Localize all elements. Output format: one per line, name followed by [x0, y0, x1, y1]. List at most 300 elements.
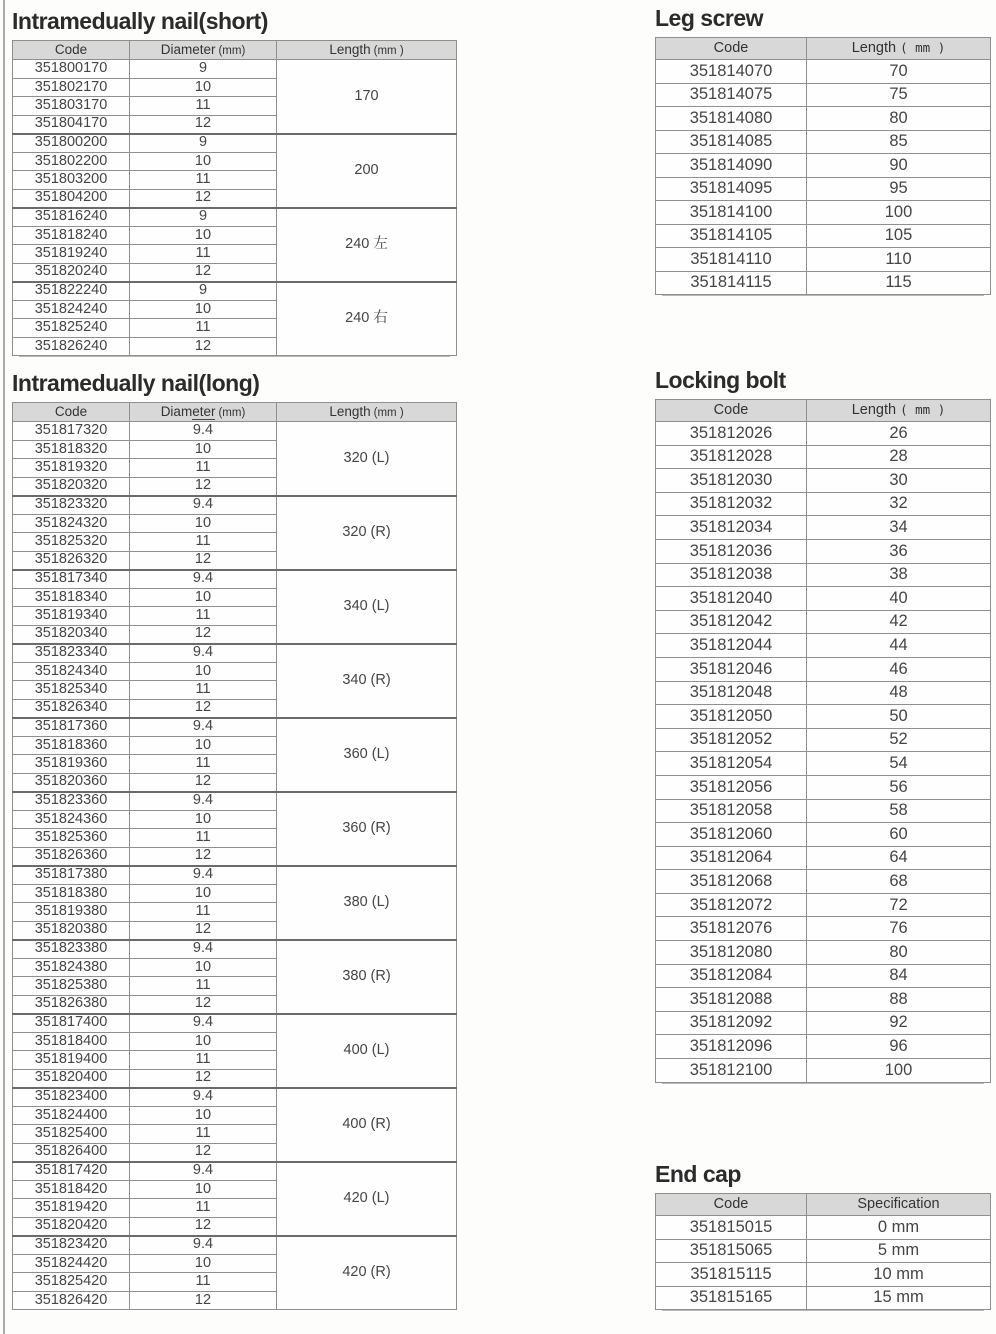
- diameter-cell: 9.4: [130, 718, 277, 737]
- column-header: [13, 41, 130, 60]
- code-cell: 351812100: [656, 1059, 807, 1083]
- header-unit: ( mm ): [900, 401, 946, 417]
- code-cell: 351812060: [656, 823, 807, 847]
- value-cell: 32: [807, 492, 991, 516]
- diameter-cell: 10: [130, 152, 277, 171]
- diameter-cell: 12: [130, 263, 277, 282]
- code-cell: 351812040: [656, 587, 807, 611]
- code-cell: 351826240: [13, 337, 130, 356]
- value-cell: 84: [807, 964, 991, 988]
- diameter-cell: 11: [130, 1199, 277, 1218]
- table-row: [656, 705, 991, 729]
- code-cell: 351800200: [13, 134, 130, 153]
- header-row: [13, 41, 457, 60]
- diameter-cell: 12: [130, 921, 277, 940]
- header-label: Length: [851, 401, 897, 418]
- diameter-cell: 11: [130, 245, 277, 264]
- diameter-cell: 12: [130, 1069, 277, 1088]
- header-label: Diameter: [160, 41, 216, 57]
- column-header: [277, 41, 457, 60]
- nail-long-title: Intramedually nail(long): [12, 370, 260, 396]
- value-cell: 110: [807, 248, 991, 272]
- section-locking-bolt: [655, 367, 991, 1083]
- value-cell: 0 mm: [807, 1216, 991, 1240]
- code-cell: 351814100: [656, 201, 807, 225]
- code-cell: 351825340: [13, 681, 130, 700]
- section-nail-short: [12, 8, 457, 356]
- code-cell: 351822240: [13, 282, 130, 301]
- code-cell: 351814085: [656, 130, 807, 154]
- length-cell: 340 (R): [277, 644, 457, 718]
- diameter-cell: 9.4: [130, 792, 277, 811]
- code-cell: 351823340: [13, 644, 130, 663]
- code-cell: 351816240: [13, 208, 130, 227]
- code-cell: 351814080: [656, 107, 807, 131]
- diameter-cell: 9.4: [130, 940, 277, 959]
- value-cell: 58: [807, 799, 991, 823]
- table-row: [656, 681, 991, 705]
- code-cell: 351812054: [656, 752, 807, 776]
- diameter-cell: 12: [130, 337, 277, 356]
- code-cell: 351818320: [13, 440, 130, 459]
- header-row: [656, 38, 991, 60]
- code-cell: 351820420: [13, 1217, 130, 1236]
- code-cell: 351823360: [13, 792, 130, 811]
- code-cell: 351817420: [13, 1162, 130, 1181]
- table-row: [656, 271, 991, 295]
- table-row: [656, 610, 991, 634]
- diameter-cell: 9.4: [130, 644, 277, 663]
- code-cell: 351812068: [656, 870, 807, 894]
- code-cell: 351820240: [13, 263, 130, 282]
- column-header: [13, 403, 130, 422]
- header-label: Code: [713, 1195, 749, 1212]
- table-row: [13, 1088, 457, 1107]
- code-cell: 351818400: [13, 1032, 130, 1051]
- code-cell: 351803170: [13, 97, 130, 116]
- code-cell: 351814110: [656, 248, 807, 272]
- code-cell: 351815015: [656, 1216, 807, 1240]
- code-cell: 351812088: [656, 988, 807, 1012]
- table-row: [656, 1011, 991, 1035]
- table-row: [656, 752, 991, 776]
- code-cell: 351818380: [13, 884, 130, 903]
- table-row: [656, 107, 991, 131]
- nail-long-table: [12, 402, 457, 1310]
- diameter-cell: 9.4: [130, 1088, 277, 1107]
- diameter-cell: 9.4: [130, 866, 277, 885]
- code-cell: 351812036: [656, 539, 807, 563]
- diameter-cell: 11: [130, 755, 277, 774]
- code-cell: 351824400: [13, 1106, 130, 1125]
- diameter-cell: 10: [130, 1032, 277, 1051]
- code-cell: 351812092: [656, 1011, 807, 1035]
- table-row: [13, 1014, 457, 1033]
- header-unit: (mm ): [373, 44, 404, 57]
- table-row: [656, 1035, 991, 1059]
- diameter-cell: 11: [130, 681, 277, 700]
- code-cell: 351819320: [13, 459, 130, 478]
- code-cell: 351817360: [13, 718, 130, 737]
- diameter-cell: 9.4: [130, 1162, 277, 1181]
- diameter-cell: 10: [130, 958, 277, 977]
- code-cell: 351812030: [656, 469, 807, 493]
- code-cell: 351812042: [656, 610, 807, 634]
- table-row: [656, 469, 991, 493]
- table-row: [656, 516, 991, 540]
- code-cell: 351826420: [13, 1291, 130, 1310]
- value-cell: 50: [807, 705, 991, 729]
- table-row: [13, 208, 457, 227]
- table-row: [656, 893, 991, 917]
- value-cell: 105: [807, 224, 991, 248]
- end-cap-title: End cap: [655, 1161, 741, 1187]
- code-cell: 351818240: [13, 226, 130, 245]
- code-cell: 351825360: [13, 829, 130, 848]
- diameter-cell: 12: [130, 847, 277, 866]
- section-leg-screw: [655, 5, 991, 295]
- table-row: [13, 644, 457, 663]
- table-row: [656, 657, 991, 681]
- table-row: [13, 60, 457, 79]
- value-cell: 68: [807, 870, 991, 894]
- length-cell: 380 (L): [277, 866, 457, 940]
- code-cell: 351823420: [13, 1236, 130, 1255]
- table-row: [656, 941, 991, 965]
- diameter-cell: 11: [130, 1051, 277, 1070]
- table-row: [13, 570, 457, 589]
- code-cell: 351826320: [13, 551, 130, 570]
- code-cell: 351819360: [13, 755, 130, 774]
- code-cell: 351823320: [13, 496, 130, 515]
- table-row: [656, 154, 991, 178]
- code-cell: 351812064: [656, 846, 807, 870]
- header-row: [656, 1194, 991, 1216]
- length-cell: 240 右: [277, 282, 457, 356]
- leg-screw-title: Leg screw: [655, 5, 763, 31]
- value-cell: 26: [807, 422, 991, 446]
- code-cell: 351803200: [13, 171, 130, 190]
- table-row: [13, 792, 457, 811]
- header-unit: (mm): [218, 44, 246, 57]
- code-cell: 351812046: [656, 657, 807, 681]
- value-cell: 42: [807, 610, 991, 634]
- code-cell: 351820400: [13, 1069, 130, 1088]
- table-row: [656, 1216, 991, 1240]
- value-cell: 38: [807, 563, 991, 587]
- diameter-cell: 12: [130, 773, 277, 792]
- table-row: [656, 83, 991, 107]
- code-cell: 351814075: [656, 83, 807, 107]
- code-cell: 351812028: [656, 445, 807, 469]
- code-cell: 351823380: [13, 940, 130, 959]
- value-cell: 100: [807, 1059, 991, 1083]
- diameter-cell: 11: [130, 459, 277, 478]
- diameter-cell: 9.4: [130, 1236, 277, 1255]
- value-cell: 90: [807, 154, 991, 178]
- length-cell: 400 (R): [277, 1088, 457, 1162]
- value-cell: 44: [807, 634, 991, 658]
- table-row: [13, 866, 457, 885]
- diameter-cell: 10: [130, 514, 277, 533]
- column-header: [130, 41, 277, 60]
- header-label: Code: [54, 403, 88, 419]
- table-row: [656, 201, 991, 225]
- code-cell: 351818360: [13, 736, 130, 755]
- diameter-cell: 11: [130, 829, 277, 848]
- column-header: [656, 1194, 807, 1216]
- table-row: [656, 248, 991, 272]
- code-cell: 351817340: [13, 570, 130, 589]
- diameter-cell: 10: [130, 662, 277, 681]
- header-unit: ( mm ): [900, 39, 946, 55]
- value-cell: 80: [807, 107, 991, 131]
- diameter-cell: 9.4: [130, 570, 277, 589]
- length-cell: 360 (R): [277, 792, 457, 866]
- diameter-cell: 12: [130, 1143, 277, 1162]
- diameter-cell: 10: [130, 440, 277, 459]
- length-cell: 240 左: [277, 208, 457, 282]
- table-row: [656, 177, 991, 201]
- code-cell: 351812076: [656, 917, 807, 941]
- table-row: [656, 224, 991, 248]
- code-cell: 351818420: [13, 1180, 130, 1199]
- diameter-cell: 11: [130, 1273, 277, 1292]
- code-cell: 351815115: [656, 1263, 807, 1287]
- table-row: [656, 988, 991, 1012]
- header-label: Diam: [160, 403, 193, 419]
- code-cell: 351815065: [656, 1239, 807, 1263]
- value-cell: 15 mm: [807, 1286, 991, 1310]
- header-row: [13, 403, 457, 422]
- diameter-cell: 9.4: [130, 1014, 277, 1033]
- value-cell: 92: [807, 1011, 991, 1035]
- code-cell: 351825380: [13, 977, 130, 996]
- diameter-cell: 11: [130, 1125, 277, 1144]
- header-label: Code: [713, 401, 749, 418]
- table-row: [656, 634, 991, 658]
- value-cell: 95: [807, 177, 991, 201]
- value-cell: 34: [807, 516, 991, 540]
- length-cell: 420 (L): [277, 1162, 457, 1236]
- length-cell: 320 (R): [277, 496, 457, 570]
- table-row: [13, 1236, 457, 1255]
- code-cell: 351826380: [13, 995, 130, 1014]
- code-cell: 351812052: [656, 728, 807, 752]
- code-cell: 351812050: [656, 705, 807, 729]
- diameter-cell: 9: [130, 208, 277, 227]
- code-cell: 351802200: [13, 152, 130, 171]
- value-cell: 40: [807, 587, 991, 611]
- code-cell: 351812080: [656, 941, 807, 965]
- code-cell: 351823400: [13, 1088, 130, 1107]
- code-cell: 351800170: [13, 60, 130, 79]
- diameter-cell: 11: [130, 533, 277, 552]
- length-cell: 420 (R): [277, 1236, 457, 1310]
- table-row: [656, 1239, 991, 1263]
- header-label: Code: [54, 41, 88, 57]
- code-cell: 351825420: [13, 1273, 130, 1292]
- value-cell: 115: [807, 271, 991, 295]
- code-cell: 351819340: [13, 607, 130, 626]
- header-label: Length: [329, 403, 371, 419]
- code-cell: 351824380: [13, 958, 130, 977]
- header-label: Specification: [857, 1195, 940, 1212]
- value-cell: 54: [807, 752, 991, 776]
- header-label: Code: [713, 39, 749, 56]
- header-unit: (mm): [218, 406, 246, 419]
- code-cell: 351812044: [656, 634, 807, 658]
- table-row: [656, 728, 991, 752]
- code-cell: 351814070: [656, 60, 807, 84]
- code-cell: 351802170: [13, 78, 130, 97]
- value-cell: 96: [807, 1035, 991, 1059]
- diameter-cell: 11: [130, 97, 277, 116]
- diameter-cell: 12: [130, 625, 277, 644]
- code-cell: 351826360: [13, 847, 130, 866]
- code-cell: 351812084: [656, 964, 807, 988]
- header-label: Length: [329, 41, 371, 57]
- value-cell: 76: [807, 917, 991, 941]
- column-header: [277, 403, 457, 422]
- diameter-cell: 11: [130, 977, 277, 996]
- code-cell: 351812056: [656, 775, 807, 799]
- diameter-cell: 12: [130, 1217, 277, 1236]
- table-row: [656, 799, 991, 823]
- column-header: [807, 38, 991, 60]
- diameter-cell: 11: [130, 607, 277, 626]
- code-cell: 351819240: [13, 245, 130, 264]
- column-header: [807, 400, 991, 422]
- value-cell: 85: [807, 130, 991, 154]
- diameter-cell: 10: [130, 810, 277, 829]
- table-row: [13, 940, 457, 959]
- code-cell: 351815165: [656, 1286, 807, 1310]
- table-row: [13, 134, 457, 153]
- locking-bolt-table: [655, 399, 991, 1083]
- diameter-cell: 12: [130, 115, 277, 134]
- scan-edge-line: [3, 0, 5, 1334]
- value-cell: 100: [807, 201, 991, 225]
- code-cell: 351812038: [656, 563, 807, 587]
- value-cell: 72: [807, 893, 991, 917]
- value-cell: 10 mm: [807, 1263, 991, 1287]
- diameter-cell: 9: [130, 60, 277, 79]
- nail-short-table: [12, 40, 457, 356]
- table-row: [13, 496, 457, 515]
- table-row: [656, 587, 991, 611]
- header-unit: (mm ): [373, 406, 404, 419]
- value-cell: 60: [807, 823, 991, 847]
- table-row: [656, 130, 991, 154]
- code-cell: 351804200: [13, 189, 130, 208]
- diameter-cell: 9: [130, 134, 277, 153]
- value-cell: 64: [807, 846, 991, 870]
- code-cell: 351825320: [13, 533, 130, 552]
- end-cap-table: [655, 1193, 991, 1310]
- code-cell: 351820340: [13, 625, 130, 644]
- value-cell: 88: [807, 988, 991, 1012]
- table-row: [656, 775, 991, 799]
- code-cell: 351812034: [656, 516, 807, 540]
- table-row: [656, 60, 991, 84]
- value-cell: 80: [807, 941, 991, 965]
- column-header: [130, 403, 277, 422]
- length-cell: 170: [277, 60, 457, 134]
- code-cell: 351814095: [656, 177, 807, 201]
- code-cell: 351812048: [656, 681, 807, 705]
- diameter-cell: 11: [130, 171, 277, 190]
- table-row: [656, 846, 991, 870]
- code-cell: 351824420: [13, 1254, 130, 1273]
- table-row: [656, 917, 991, 941]
- diameter-cell: 11: [130, 319, 277, 338]
- diameter-cell: 10: [130, 1180, 277, 1199]
- code-cell: 351824340: [13, 662, 130, 681]
- diameter-cell: 11: [130, 903, 277, 922]
- section-nail-long: [12, 370, 457, 1310]
- header-label: Length: [851, 39, 897, 56]
- table-row: [13, 718, 457, 737]
- column-header: [656, 38, 807, 60]
- code-cell: 351814115: [656, 271, 807, 295]
- code-cell: 351826340: [13, 699, 130, 718]
- length-cell: 200: [277, 134, 457, 208]
- code-cell: 351812072: [656, 893, 807, 917]
- value-cell: 28: [807, 445, 991, 469]
- code-cell: 351819400: [13, 1051, 130, 1070]
- code-cell: 351812032: [656, 492, 807, 516]
- length-cell: 380 (R): [277, 940, 457, 1014]
- locking-bolt-title: Locking bolt: [655, 367, 786, 393]
- diameter-cell: 9: [130, 282, 277, 301]
- code-cell: 351826400: [13, 1143, 130, 1162]
- length-cell: 400 (L): [277, 1014, 457, 1088]
- value-cell: 48: [807, 681, 991, 705]
- code-cell: 351825400: [13, 1125, 130, 1144]
- table-row: [656, 492, 991, 516]
- diameter-cell: 12: [130, 699, 277, 718]
- code-cell: 351820320: [13, 477, 130, 496]
- diameter-cell: 10: [130, 736, 277, 755]
- value-cell: 56: [807, 775, 991, 799]
- code-cell: 351817380: [13, 866, 130, 885]
- code-cell: 351825240: [13, 319, 130, 338]
- table-row: [656, 870, 991, 894]
- table-row: [656, 823, 991, 847]
- code-cell: 351812096: [656, 1035, 807, 1059]
- code-cell: 351824360: [13, 810, 130, 829]
- diameter-cell: 10: [130, 1254, 277, 1273]
- diameter-cell: 10: [130, 588, 277, 607]
- table-row: [656, 1059, 991, 1083]
- diameter-cell: 10: [130, 300, 277, 319]
- table-row: [13, 422, 457, 441]
- code-cell: 351824320: [13, 514, 130, 533]
- table-row: [656, 1286, 991, 1310]
- table-row: [13, 1162, 457, 1181]
- header-label-underlined: eter: [192, 403, 216, 419]
- diameter-cell: 10: [130, 1106, 277, 1125]
- value-cell: 52: [807, 728, 991, 752]
- diameter-cell: 12: [130, 477, 277, 496]
- table-row: [656, 445, 991, 469]
- length-cell: 340 (L): [277, 570, 457, 644]
- table-row: [656, 422, 991, 446]
- code-cell: 351814090: [656, 154, 807, 178]
- table-row: [656, 964, 991, 988]
- code-cell: 351818340: [13, 588, 130, 607]
